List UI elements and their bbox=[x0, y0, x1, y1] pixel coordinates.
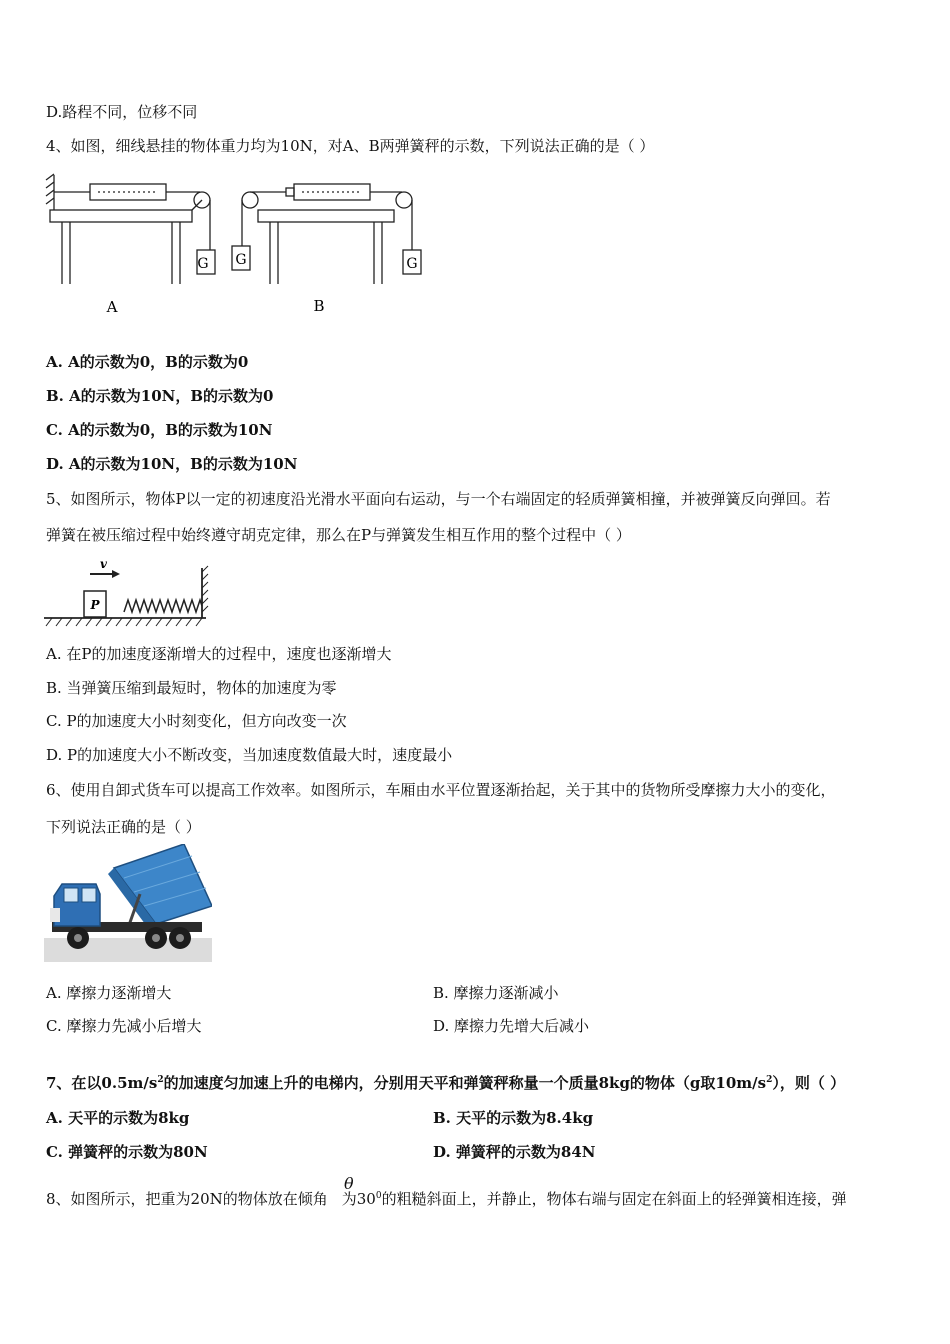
q4-option-c: C. A的示数为0，B的示数为10N bbox=[46, 421, 273, 439]
q7-option-b: B. 天平的示数为8.4kg bbox=[433, 1109, 594, 1127]
q6-dump-truck-image bbox=[44, 844, 212, 962]
q5-stem-line2: 弹簧在被压缩过程中始终遵守胡克定律，那么在P与弹簧发生相互作用的整个过程中（ ） bbox=[46, 526, 631, 544]
q6-option-b: B. 摩擦力逐渐减小 bbox=[433, 984, 559, 1002]
q7-option-a: A. 天平的示数为8kg bbox=[46, 1109, 190, 1127]
q5-option-a: A. 在P的加速度逐渐增大的过程中，速度也逐渐增大 bbox=[46, 645, 392, 663]
q6-stem-line2: 下列说法正确的是（ ） bbox=[46, 818, 201, 836]
q4-weight-a-label: G bbox=[197, 256, 209, 272]
q8-stem: 8、如图所示，把重为20N的物体放在倾角 为$30^0$的粗糙斜面上，并静止，物体右端与固定在斜面上的轻弹簧相连接，弹 bbox=[46, 1190, 847, 1208]
q5-option-c: C. P的加速度大小时刻变化，但方向改变一次 bbox=[46, 712, 347, 730]
q5-stem-line1: 5、如图所示，物体P以一定的初速度沿光滑水平面向右运动，与一个右端固定的轻质弹簧相撞，并被弹簧反向弹回。若 bbox=[46, 490, 831, 508]
q4-figure-b bbox=[232, 184, 421, 284]
q4-label-b: B bbox=[313, 297, 325, 315]
q4-label-a: A bbox=[106, 298, 118, 316]
q6-option-c: C. 摩擦力先减小后增大 bbox=[46, 1017, 202, 1035]
q6-option-a: A. 摩擦力逐渐增大 bbox=[46, 984, 172, 1002]
q5-velocity-label: v bbox=[100, 557, 107, 571]
q7-option-d: D. 弹簧秤的示数为84N bbox=[433, 1143, 596, 1161]
q4-stem: 4、如图，细线悬挂的物体重力均为10N，对A、B两弹簧秤的示数，下列说法正确的是（ ） bbox=[46, 137, 655, 155]
q3-option-d: D.路程不同，位移不同 bbox=[46, 103, 198, 121]
q4-weight-b-left-label: G bbox=[235, 252, 247, 268]
q4-option-d: D. A的示数为10N，B的示数为10N bbox=[46, 455, 298, 473]
q5-block-label: P bbox=[90, 598, 100, 612]
q6-option-d: D. 摩擦力先增大后减小 bbox=[433, 1017, 590, 1035]
q4-figure bbox=[40, 170, 440, 320]
q4-figure-a bbox=[46, 174, 215, 284]
q6-stem-line1: 6、使用自卸式货车可以提高工作效率。如图所示，车厢由水平位置逐渐抬起，关于其中的货物所受摩擦力大小的变化， bbox=[46, 781, 836, 799]
q7-stem: 7、在以$0.5m/s^2$的加速度匀加速上升的电梯内，分别用天平和弹簧秤称量一个质量8kg的物体（g取$10m/s^2$），则（ ） bbox=[46, 1074, 846, 1092]
q7-option-c: C. 弹簧秤的示数为80N bbox=[46, 1143, 208, 1161]
q5-option-d: D. P的加速度大小不断改变，当加速度数值最大时，速度最小 bbox=[46, 746, 453, 764]
q4-weight-b-right-label: G bbox=[406, 256, 418, 272]
q4-option-a: A. A的示数为0，B的示数为0 bbox=[46, 353, 249, 371]
q5-option-b: B. 当弹簧压缩到最短时，物体的加速度为零 bbox=[46, 679, 337, 697]
q4-option-b: B. A的示数为10N，B的示数为0 bbox=[46, 387, 274, 405]
q8-theta-symbol: θ bbox=[344, 1174, 354, 1193]
q5-figure bbox=[44, 556, 214, 632]
